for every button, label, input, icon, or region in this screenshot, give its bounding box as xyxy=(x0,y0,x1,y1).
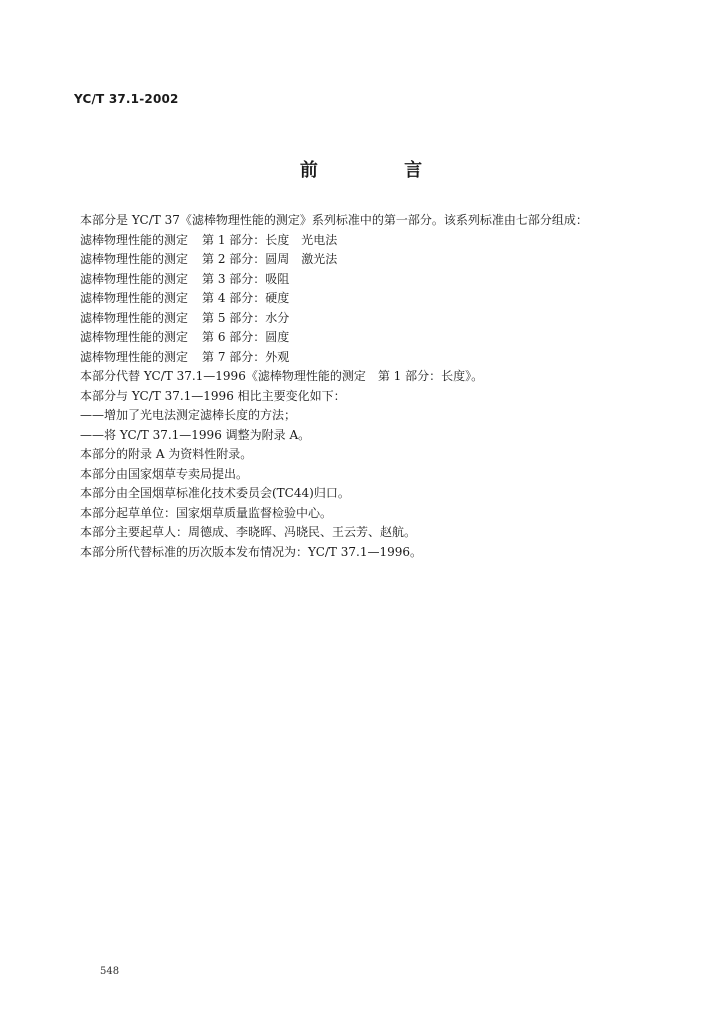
part-label: 第 4 部分：硬度 xyxy=(202,291,290,305)
part-list-item xyxy=(80,289,680,309)
change-item: ——增加了光电法测定滤棒长度的方法； xyxy=(80,408,297,422)
part-label: 第 1 部分：长度 光电法 xyxy=(202,232,338,247)
paragraph: 本部分由国家烟草专卖局提出。 xyxy=(80,466,249,481)
paragraph: 本部分与 YC/T 37.1—1996 相比主要变化如下： xyxy=(80,388,346,403)
part-name: 滤棒物理性能的测定 xyxy=(80,271,189,286)
standard-code-header: YC/T 37.1-2002 xyxy=(74,92,179,106)
foreword-body xyxy=(80,211,680,562)
part-list-item xyxy=(80,231,680,251)
part-list-item xyxy=(80,348,680,368)
paragraph: 本部分代替 YC/T 37.1—1996《滤棒物理性能的测定 第 1 部分：长度》。 xyxy=(80,369,484,383)
part-list-item xyxy=(80,328,680,348)
page-number: 548 xyxy=(100,966,120,977)
part-name: 滤棒物理性能的测定 xyxy=(80,232,189,247)
part-label: 第 2 部分：圆周 激光法 xyxy=(202,252,338,266)
part-list-item xyxy=(80,270,680,290)
part-list-item xyxy=(80,309,680,329)
paragraph: 本部分由全国烟草标准化技术委员会(TC44)归口。 xyxy=(80,486,350,500)
paragraph: 本部分主要起草人：周德成、李晓晖、冯晓民、王云芳、赵航。 xyxy=(80,525,417,539)
part-label: 第 5 部分：水分 xyxy=(202,310,290,325)
paragraph: 本部分起草单位：国家烟草质量监督检验中心。 xyxy=(80,505,333,520)
section-title: 前 言 xyxy=(299,160,463,181)
change-item: ——将 YC/T 37.1—1996 调整为附录 A。 xyxy=(80,427,311,442)
part-label: 第 3 部分：吸阻 xyxy=(202,271,290,286)
part-name: 滤棒物理性能的测定 xyxy=(80,291,189,305)
part-label: 第 6 部分：圆度 xyxy=(202,330,290,344)
part-name: 滤棒物理性能的测定 xyxy=(80,310,189,325)
part-name: 滤棒物理性能的测定 xyxy=(80,349,189,364)
intro-paragraph: 本部分是 YC/T 37《滤棒物理性能的测定》系列标准中的第一部分。该系列标准由七部分组成： xyxy=(80,213,588,227)
part-name: 滤棒物理性能的测定 xyxy=(80,330,189,344)
part-name: 滤棒物理性能的测定 xyxy=(80,252,189,266)
part-label: 第 7 部分：外观 xyxy=(202,349,290,364)
paragraph: 本部分所代替标准的历次版本发布情况为：YC/T 37.1—1996。 xyxy=(80,544,423,559)
paragraph: 本部分的附录 A 为资料性附录。 xyxy=(80,447,253,461)
part-list-item xyxy=(80,250,680,270)
